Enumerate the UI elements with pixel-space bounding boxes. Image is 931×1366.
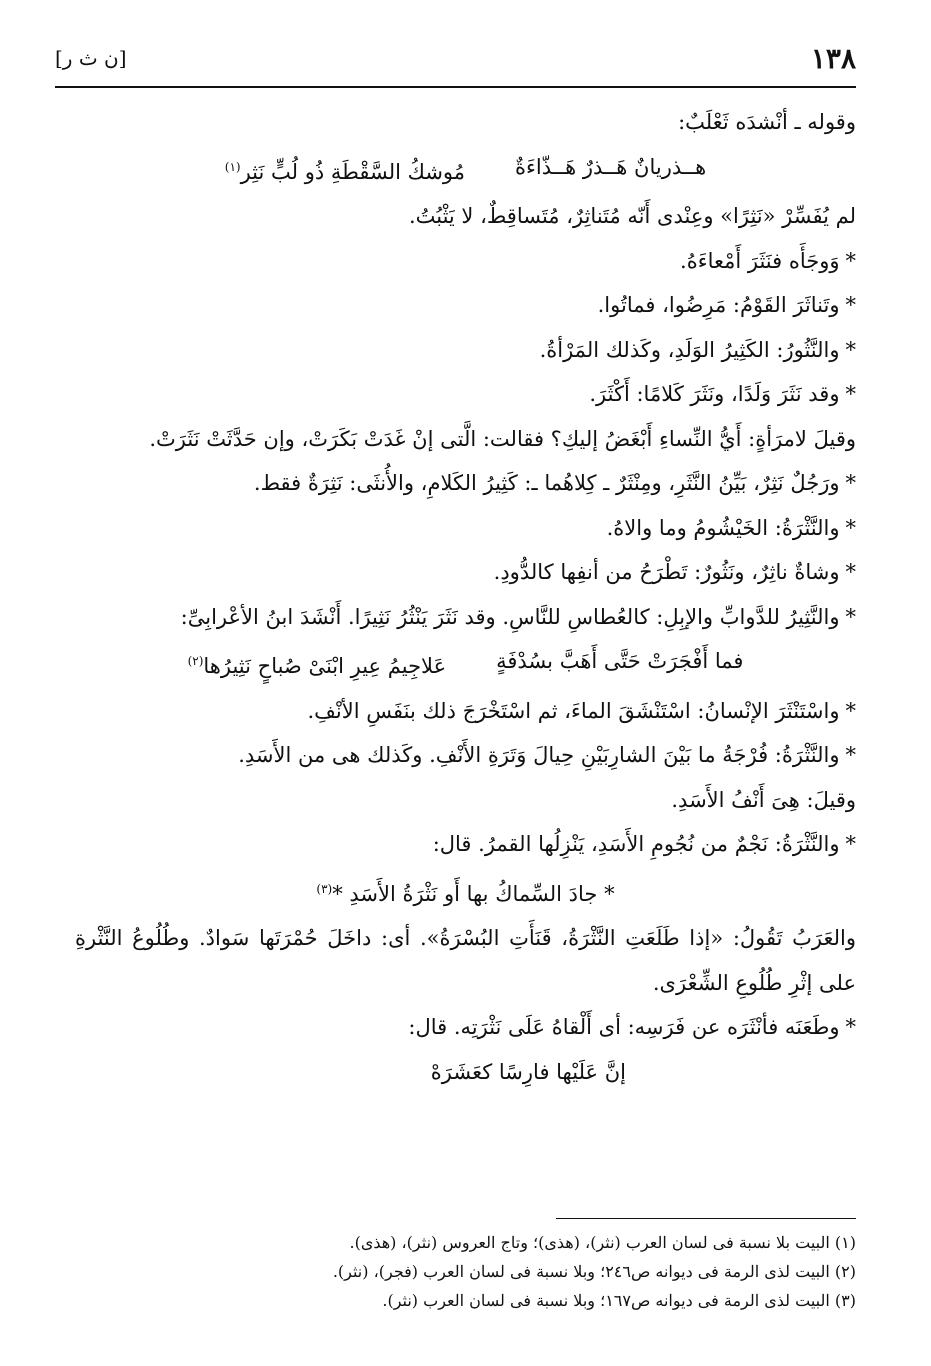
page-header: [55, 42, 856, 82]
entry-star: *: [845, 832, 856, 856]
entry-star: *: [845, 248, 856, 273]
entry-line: *والنَّثْرَةُ: الخَيْشُومُ وما والاهُ.: [606, 515, 856, 540]
verse-line: [75, 145, 856, 195]
entry-star: *: [845, 1015, 856, 1039]
verse-hemistich-right: هــذريانٌ هَــذرٌ هَــذّاءَةٌ: [515, 154, 707, 179]
entry-line: *وتَناثَرَ القَوْمُ: مَرِضُوا، فماتُوا.: [597, 293, 856, 317]
entry-line: *والنَّثْرَةُ: فُرْجَةُ ما بَيْنَ الشارِبَيْنِ حِيالَ وَتَرَةِ الأَنْفِ. وكَذلك هى من الأَسَدِ.: [238, 743, 856, 767]
footnote-marker: (١): [224, 159, 241, 174]
entry-star: *: [845, 560, 856, 584]
footnotes: [75, 1228, 856, 1315]
footnote: (٢) البيت لذى الرمة فى ديوانه ص٢٤٦؛ وبلا نسبة فى لسان العرب (فجر)، (نثر).: [332, 1262, 856, 1281]
entry-line: *والنَّثْرَةُ: نَجْمٌ من نُجُومِ الأَسَدِ، يَنْزِلُها القمرُ. قال:: [432, 832, 856, 856]
entry-star: *: [845, 337, 856, 362]
text-line: وقيلَ: هِىَ أَنْفُ الأَسَدِ.: [671, 787, 856, 812]
entry-star: *: [845, 515, 856, 540]
verse-hemistich-right: فما أَفْجَرَتْ حَتَّى أَهَبَّ بسُدْفَةٍ: [496, 649, 744, 673]
entry-line: *وقد نَثَرَ وَلَدًا، ونَثَرَ كَلامًا: أَكْثَرَ.: [589, 382, 856, 406]
entry-body: [75, 100, 856, 1094]
entry-line: *واسْتَنْثَرَ الإنْسانُ: اسْتَنْشَقَ الماءَ، ثم اسْتَخْرَجَ ذلك بنَفَسِ الأنْفِ.: [307, 698, 856, 723]
entry-star: *: [845, 382, 856, 406]
verse-line: إنَّ عَلَيْها فارِسًا كعَشَرَهْ: [430, 1059, 626, 1084]
entry-star: *: [845, 604, 856, 629]
page-number: ١٣٨: [810, 42, 856, 75]
entry-line: *ورَجُلٌ نَثِرٌ، بَيِّنُ النَّثَرِ، ومِنْثَرٌ ـ كِلاهُما ـ: كَثِيرُ الكَلامِ، والأُنثَى: نَثِرَةٌ فقط.: [253, 471, 856, 495]
entry-star: *: [845, 471, 856, 495]
entry-star: *: [845, 293, 856, 317]
text-line: وقوله ـ أنْشدَه ثَعْلَبٌ:: [678, 110, 856, 134]
footnote-marker: (٢): [187, 654, 204, 668]
footnote-divider: [556, 1218, 856, 1219]
root-letters: [ن ث ر]: [55, 46, 127, 70]
footnote: (٣) البيت لذى الرمة فى ديوانه ص١٦٧؛ وبلا نسبة فى لسان العرب (نثر).: [382, 1291, 856, 1310]
entry-star: *: [845, 698, 856, 723]
entry-line: *وَوجَأَه فنَثَرَ أَمْعاءَهُ.: [680, 248, 856, 273]
entry-line: *وطَعَنَه فأنْثَرَه عن فَرَسِه: أى أَلْقاهُ عَلَى نَثْرَتِه. قال:: [408, 1015, 856, 1039]
entry-line: *وشاةٌ ناثِرٌ، ونَثُورٌ: تَطْرَحُ من أنفِها كالدُّودِ.: [493, 560, 856, 584]
text-paragraph: والعَرَبُ تَقُولُ: «إذا طَلَعَتِ النَّثْرَةُ، قَنَأَتِ البُسْرَةُ». أى: داخَلَ حُمْرَتَها سَوادٌ. وطُلُوعُ النَّثْرةِ على إثْرِ طُلُوعِ الشِّعْرَى.: [75, 926, 856, 995]
entry-line: *والنَّثُورُ: الكَثِيرُ الوَلَدِ، وكَذلك المَرْأةُ.: [539, 337, 856, 362]
header-divider: [55, 86, 856, 88]
footnote: (١) البيت بلا نسبة فى لسان العرب (نثر)، (هذى)؛ وتاج العروس (نثر)، (هذى).: [349, 1233, 856, 1252]
verse-hemistich-left: عَلاجِيمُ عِيرِ ابْنَىْ صُباحٍ نَثِيرُها$^{(٢)}$: [187, 654, 447, 678]
verse-line: [75, 639, 856, 689]
entry-star: *: [845, 743, 856, 767]
footnote-marker: (٣): [316, 881, 333, 896]
verse-star: *: [604, 881, 615, 906]
verse-hemistich-left: مُوشكُ السَّقْطَةِ ذُو لُبٍّ نَثِر$^{(١)}$: [224, 159, 466, 184]
text-line: لم يُفَسِّرْ «نَثِرًا» وعِنْدى أَنّه مُتَناثِرٌ، مُتَساقِطٌ، لا يَثْبُتُ.: [408, 204, 856, 228]
text-paragraph: وقيلَ لامرَأةٍ: أَيُّ النِّساءِ أَبْغَضُ إليكِ؟ فقالت: الَّتى إنْ غَدَتْ بَكَرَتْ، وإن حَدَّثَتْ نَثَرَتْ.: [149, 426, 856, 451]
verse-line: * جادَ السِّماكُ بها أَو نَثْرَةُ الأَسَدِ *$^{(٣)}$: [316, 881, 615, 906]
verse-star: *: [332, 881, 343, 906]
entry-line: *والنَّثِيرُ للدَّوابِّ والإبِلِ: كالعُطاسِ للنَّاسِ. وقد نَثَرَ يَنْثُرُ نَثِيرًا. أَنْشَدَ ابنُ الأعْرابِىِّ:: [180, 604, 856, 629]
